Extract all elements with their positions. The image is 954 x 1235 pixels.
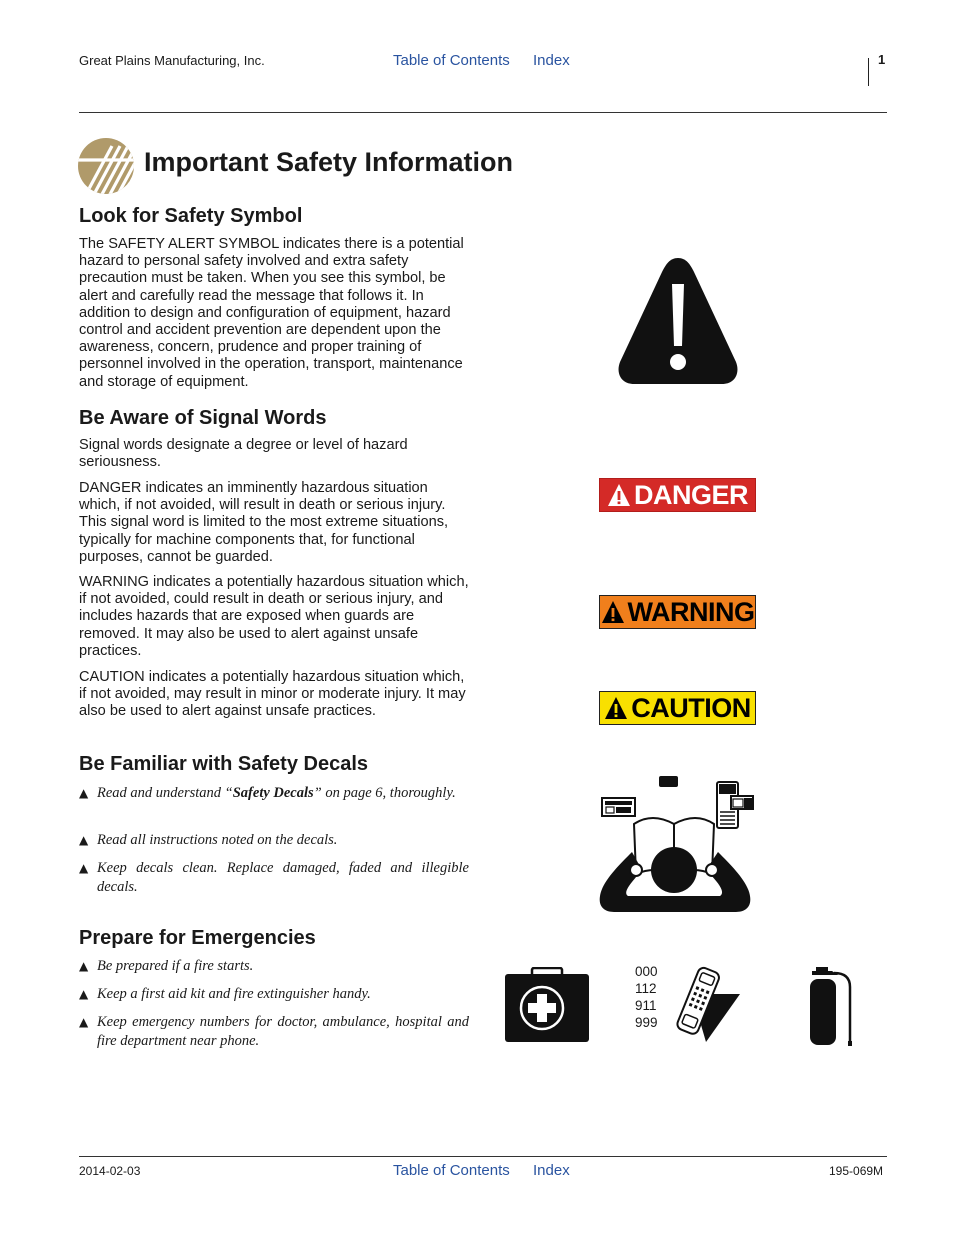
- signal-words-intro: Signal words designate a degree or level of hazard seriousness.: [79, 437, 408, 471]
- bullet-triangle-icon: ▲: [79, 1015, 89, 1029]
- bullet-text: Read all instructions noted on the decals.: [97, 832, 338, 848]
- page-number-bar: [868, 58, 869, 86]
- list-item: [79, 831, 469, 850]
- index-link-top[interactable]: Index: [533, 52, 570, 69]
- warning-decal-label: WARNING: [627, 596, 755, 627]
- bullet-triangle-icon: ▲: [79, 959, 89, 973]
- emergency-number: 112: [635, 981, 657, 996]
- caution-decal: [599, 691, 756, 725]
- section-heading-safety-decals: Be Familiar with Safety Decals: [79, 753, 369, 775]
- bullet-text-post: ” on page 6, thoroughly.: [313, 785, 456, 801]
- company-logo-icon: [78, 138, 134, 194]
- safety-decals-link[interactable]: Safety Decals: [232, 785, 314, 801]
- bullet-triangle-icon: ▲: [79, 786, 89, 800]
- warning-text: WARNING indicates a potentially hazardous situation which, if not avoided, could result in death or serious injury, and includes hazards that are exposed when guards are removed. It may also be used to alert against unsafe practices.: [79, 574, 469, 659]
- safety-alert-icon: [616, 254, 740, 385]
- list-item: [79, 784, 469, 803]
- emergency-number: 000: [635, 964, 658, 979]
- index-link-bottom[interactable]: Index: [533, 1162, 570, 1179]
- first-aid-kit-icon: [504, 967, 590, 1043]
- telephone-icon: [668, 966, 742, 1044]
- toc-link-bottom[interactable]: Table of Contents: [393, 1162, 510, 1179]
- list-item: [79, 859, 469, 897]
- caution-text: CAUTION indicates a potentially hazardous situation which, if not avoided, may result in minor or moderate injury. It may also be used to alert against unsafe practices.: [79, 669, 466, 720]
- bullet-triangle-icon: ▲: [79, 861, 89, 875]
- reading-decals-icon: [598, 774, 758, 914]
- bullet-text-pre: Read and understand “: [97, 785, 233, 801]
- alert-triangle-icon: [604, 696, 628, 720]
- danger-text: DANGER indicates an imminently hazardous situation which, if not avoided, will result in death or serious injury. This signal word is limited to the most extreme situations, typically for machine components that, for functional purposes, cannot be guarded.: [79, 480, 449, 565]
- list-item: [79, 985, 469, 1004]
- fire-extinguisher-icon: [806, 967, 854, 1047]
- list-item: [79, 957, 469, 976]
- toc-link-top[interactable]: Table of Contents: [393, 52, 510, 69]
- section-heading-emergencies: Prepare for Emergencies: [79, 927, 316, 949]
- section-heading-safety-symbol: Look for Safety Symbol: [79, 205, 303, 227]
- company-name: Great Plains Manufacturing, Inc.: [79, 53, 265, 68]
- alert-triangle-icon: [607, 483, 631, 507]
- safety-symbol-text: The SAFETY ALERT SYMBOL indicates there is a potential hazard to personal safety involved and extra safety precaution must be taken. When you see this symbol, be alert and carefully read the message that follows it. In addition to design and configuration of equipment, hazard control and accident prevention are dependent upon the awareness, concern, prudence and proper training of personnel involved in the operation, transport, maintenance and storage of equipment.: [79, 236, 464, 390]
- publication-date: 2014-02-03: [79, 1164, 141, 1178]
- emergency-number: 911: [635, 998, 657, 1013]
- header-rule: [79, 112, 887, 113]
- page-title: Important Safety Information: [144, 147, 514, 177]
- alert-triangle-icon: [601, 600, 625, 624]
- emergency-numbers: [635, 963, 658, 1031]
- bullet-triangle-icon: ▲: [79, 833, 89, 847]
- list-item: [79, 1013, 469, 1051]
- bullet-text: Keep a first aid kit and fire extinguisher handy.: [97, 986, 371, 1002]
- emergency-number: 999: [635, 1015, 658, 1030]
- caution-decal-label: CAUTION: [631, 692, 751, 723]
- section-heading-signal-words: Be Aware of Signal Words: [79, 407, 327, 429]
- bullet-text: Keep decals clean. Replace damaged, faded and illegible decals.: [97, 860, 469, 895]
- page-number: 1: [878, 52, 886, 67]
- document-number: 195-069M: [829, 1164, 884, 1178]
- footer-rule: [79, 1156, 887, 1157]
- danger-decal-label: DANGER: [633, 479, 748, 510]
- danger-decal: [599, 478, 756, 512]
- bullet-text: Keep emergency numbers for doctor, ambulance, hospital and fire department near phone.: [97, 1014, 469, 1049]
- warning-decal: [599, 595, 756, 629]
- bullet-text: Be prepared if a fire starts.: [97, 958, 254, 974]
- bullet-triangle-icon: ▲: [79, 987, 89, 1001]
